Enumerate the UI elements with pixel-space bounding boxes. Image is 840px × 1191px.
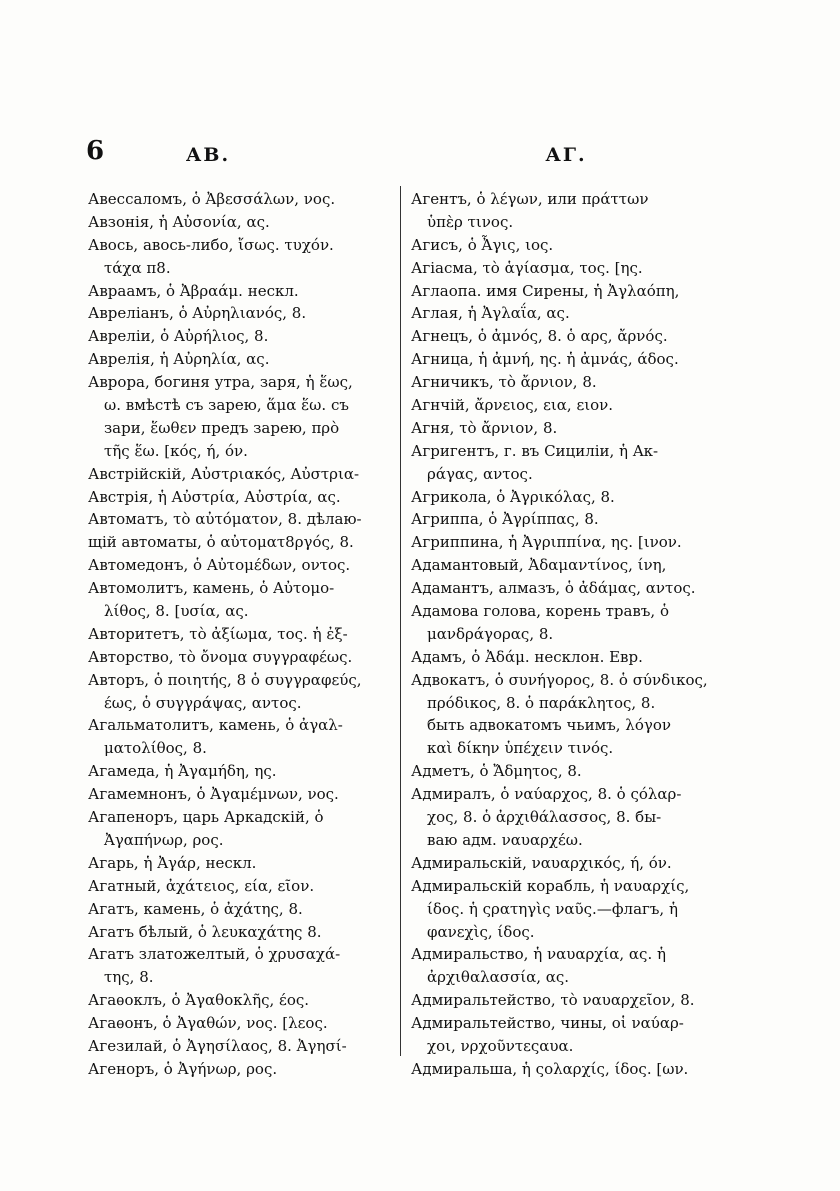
running-head-right: АГ.: [545, 144, 587, 166]
entry-line: χοι, νρχοῦντεςαυα.: [427, 1036, 574, 1055]
entry-line: Адметъ, ὁ Ἄδμητος, 8.: [411, 762, 582, 781]
entry-line: Агатный, ἀχάτειος, εία, εῖον.: [88, 876, 315, 895]
entry-line: ράγας, αντος.: [427, 464, 533, 483]
entry-line: Адамова голова, корень травъ, ὁ: [411, 602, 669, 621]
entry-line: Агисъ, ὁ Ἆγις, ιος.: [411, 235, 554, 254]
entry-line: Агатъ бѣлый, ὁ λευκαχάτης 8.: [88, 922, 322, 941]
entry-line: καὶ δίκην ὑπέχειν τινός.: [427, 739, 614, 758]
entry-line: τάχα π8.: [104, 258, 171, 277]
entry-line: Авось, авось-либо, ἴσως. τυχόν.: [88, 235, 334, 254]
entry-line: Автомедонъ, ὁ Αὐτομέδων, οντος.: [88, 556, 351, 575]
page-number: 6: [86, 136, 105, 166]
entry-line: Адмиральство, ἡ ναυαρχία, ας. ἡ: [411, 945, 666, 964]
entry-line: Агамемнонъ, ὁ Ἀγαμέμνων, νος.: [88, 785, 339, 804]
entry-line: Агня, τὸ ἄρνιον, 8.: [411, 418, 558, 437]
entry-line: πρόδικος, 8. ὁ παράκλητος, 8.: [427, 693, 656, 712]
entry-line: Адмиральтейство, чины, οἱ ναύαρ-: [411, 1014, 684, 1033]
entry-line: ἀρχιθαλασσία, ας.: [427, 968, 570, 987]
entry-line: έως, ὁ συγγράψας, αντος.: [104, 693, 302, 712]
entry-line: Агарь, ἡ Ἀγάρ, нескл.: [88, 853, 257, 872]
entry-line: Адмиральскій корабль, ἡ ναυαρχίς,: [411, 876, 690, 895]
entry-line: Агнецъ, ὁ ἀμνός, 8. ὁ αρς, ἄρνός.: [411, 327, 668, 346]
entry-line: Адамъ, ὁ Ἀδάμ. несклон. Евр.: [411, 647, 643, 666]
entry-line: ματολίθος, 8.: [104, 739, 207, 758]
entry-line: Адвокатъ, ὁ συνήγορος, 8. ὁ σύνδικος,: [411, 670, 708, 689]
entry-line: μανδράγορας, 8.: [427, 624, 554, 643]
running-head-left: АВ.: [185, 144, 231, 166]
entry-line: Агальматолитъ, камень, ὁ ἀγαλ-: [88, 716, 343, 735]
entry-line: Агатъ златожелтый, ὁ χρυσαχά-: [88, 945, 341, 964]
entry-line: Авзонія, ἡ Αὐσονία, ας.: [88, 212, 270, 231]
entry-line: Агриппа, ὁ Ἀγρίππας, 8.: [411, 510, 599, 529]
entry-line: Агригентъ, г. въ Сициліи, ἡ Ακ-: [411, 441, 659, 460]
entry-line: Авреліанъ, ὁ Αὐρηλιανός, 8.: [88, 304, 307, 323]
column-divider: [400, 186, 401, 1056]
entry-line: χος, 8. ὁ ἀρχιθάλασσος, 8. бы-: [427, 808, 662, 827]
entry-line: зари, ἕωθεν предъ зарею, πρὸ: [104, 418, 340, 437]
entry-line: Аглая, ἡ Ἀγλαΐα, ας.: [411, 304, 570, 323]
entry-line: Агрикола, ὁ Ἀγρικόλας, 8.: [411, 487, 615, 506]
entry-line: ваю адм. ναυαρχέω.: [427, 830, 583, 849]
entry-line: λίθος, 8. [υσία, ας.: [104, 602, 249, 621]
entry-line: Аврелія, ἡ Αὐρηλία, ας.: [88, 350, 270, 369]
entry-line: Автомолитъ, камень, ὁ Αὐτομο-: [88, 579, 335, 598]
entry-line: Австрія, ἡ Αὐστρία, Αὐστρία, ας.: [88, 487, 341, 506]
entry-line: Адамантовый, Ἀδαμαντίνος, ίνη,: [411, 556, 667, 575]
entry-line: Адмиральтейство, τὸ ναυαρχεῖον, 8.: [411, 991, 695, 1010]
entry-line: Агентъ, ὁ λέγων, или πράττων: [411, 190, 649, 208]
entry-line: Агіасма, τὸ ἁγίασμα, τος. [ης.: [411, 258, 643, 277]
entry-line: Аврора, богиня утра, заря, ἡ ἕως,: [88, 373, 353, 392]
entry-line: Агаѳонъ, ὁ Ἀγαθών, νος. [λεος.: [88, 1014, 328, 1033]
entry-line: Агамеда, ἡ Ἀγαμήδη, ης.: [88, 762, 277, 781]
entry-line: τῆς ἕω. [κός, ή, όν.: [104, 441, 248, 460]
entry-line: Ἀγαπήνωρ, ρος.: [104, 830, 224, 849]
entry-line: Авторитетъ, τὸ ἀξίωμα, τος. ἡ ἐξ-: [88, 624, 348, 643]
entry-line: Авторъ, ὁ ποιητής, 8 ὁ συγγραφεύς,: [88, 670, 362, 689]
entry-line: Авессаломъ, ὁ Ἀβεσσάλων, νος.: [88, 190, 336, 208]
entry-line: Автоматъ, τὸ αὐτόματον, 8. дѣлаю-: [88, 510, 362, 529]
entry-line: Адмиральша, ἡ ςολαρχίς, ίδος. [ων.: [411, 1059, 689, 1078]
entry-line: ὑπὲρ τινος.: [427, 212, 514, 231]
entry-line: Адамантъ, алмазъ, ὁ ἀδάμας, αντος.: [411, 579, 696, 598]
entry-line: Агезилай, ὁ Ἀγησίλαος, 8. Ἀγησί-: [88, 1036, 347, 1055]
entry-line: φανεχὶς, ίδος.: [427, 922, 535, 941]
left-column: [88, 188, 388, 1081]
entry-line: ίδος. ἡ ςρατηγὶς ναῦς.—флагъ, ἡ: [427, 899, 678, 918]
entry-line: щій автоматы, ὁ αὐτοματ8ργός, 8.: [88, 533, 354, 552]
entry-line: Адмиральскій, ναυαρχικός, ή, όν.: [411, 853, 672, 872]
entry-line: Авторство, τὸ ὄνομα συγγραφέως.: [88, 647, 353, 666]
entry-line: Агеноръ, ὁ Ἀγήνωρ, ρος.: [88, 1059, 278, 1078]
entry-line: Агатъ, камень, ὁ ἀχάτης, 8.: [88, 899, 303, 918]
entry-line: της, 8.: [104, 968, 154, 987]
entry-line: Агница, ἡ ἀμνή, ης. ἡ ἀμνάς, άδος.: [411, 350, 679, 369]
entry-line: Адмиралъ, ὁ ναύαρχος, 8. ὁ ςόλαρ-: [411, 785, 682, 804]
entry-line: Агнчій, ἄρνειος, εια, ειον.: [411, 396, 614, 415]
entry-line: Агапеноръ, царь Аркадскій, ὁ: [88, 808, 324, 827]
right-column: [411, 188, 713, 1081]
entry-line: ω. вмѣстѣ съ зарею, ἅμα ἕω. съ: [104, 396, 349, 415]
entry-line: Агничикъ, τὸ ἄρνιον, 8.: [411, 373, 597, 392]
entry-line: Авреліи, ὁ Αὐρήλιος, 8.: [88, 327, 269, 346]
entry-line: Аглаопа. имя Сирены, ἡ Ἀγλαόπη,: [411, 281, 680, 300]
entry-line: быть адвокатомъ чьимъ, λόγον: [427, 716, 671, 735]
entry-line: Авраамъ, ὁ Ἀβραάμ. нескл.: [88, 281, 299, 300]
entry-line: Агаѳоклъ, ὁ Ἀγαθοκλῆς, έος.: [88, 991, 310, 1010]
entry-line: Австрійскій, Αὐστριακός, Αὐστρια-: [88, 464, 360, 483]
entry-line: Агриппина, ἡ Ἀγριππίνα, ης. [ινον.: [411, 533, 682, 552]
